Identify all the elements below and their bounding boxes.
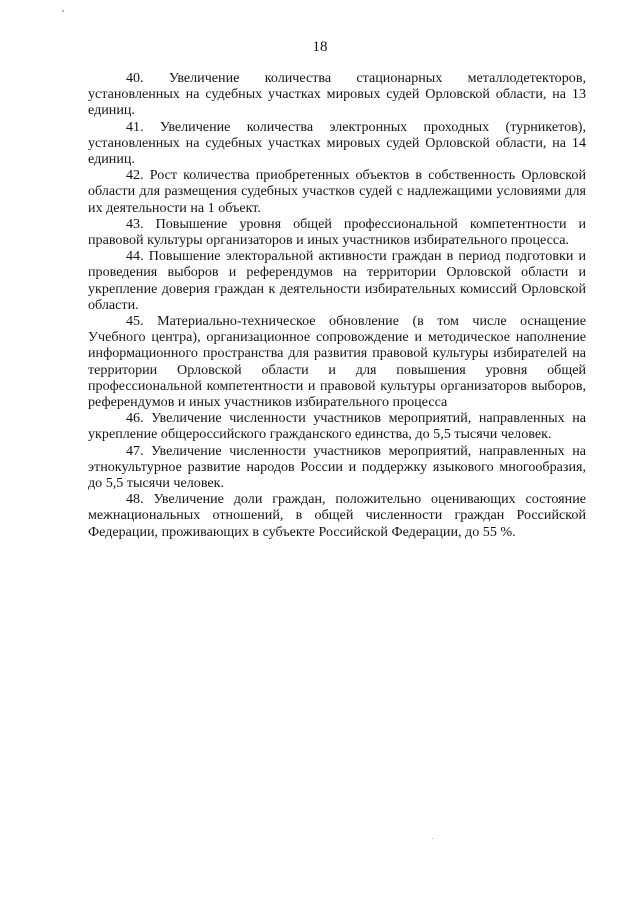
list-item-44: 44. Повышение электоральной активности граждан в период подготовки и проведения выборов и референдумов на территории Орловской области и укрепление доверия граждан к деятельности избирательных комиссий Орловской области. [88,248,586,313]
list-item-42: 42. Рост количества приобретенных объектов в собственность Орловской области для размещения судебных участков судей с надлежащими условиями для их деятельности на 1 объект. [88,167,586,216]
list-item-43: 43. Повышение уровня общей профессиональной компетентности и правовой культуры организаторов и иных участников избирательного процесса. [88,215,586,249]
page-number: 18 [312,39,328,55]
scan-speck [62,10,64,12]
list-item-48: 48. Увеличение доли граждан, положительно оценивающих состояние межнациональных отношений, в общей численности граждан Российской Федерации, проживающих в субъекте Российской Федерации, до 55 %. [88,491,586,540]
list-item-41: 41. Увеличение количества электронных проходных (турникетов), установленных на судебных участках мировых судей Орловской области, на 14 единиц. [88,118,586,168]
list-item-47: 47. Увеличение численности участников мероприятий, направленных на этнокультурное развитие народов России и поддержку языкового многообразия, до 5,5 тысячи человек. [88,442,586,492]
scan-speck [432,838,433,839]
list-item-40: 40. Увеличение количества стационарных металлодетекторов, установленных на судебных участках мировых судей Орловской области, на 13 единиц. [88,70,586,119]
list-item-46: 46. Увеличение численности участников мероприятий, направленных на укрепление общероссийского гражданского единства, до 5,5 тысячи человек. [88,410,586,443]
list-item-45: 45. Материально-техническое обновление (в том числе оснащение Учебного центра), организационное сопровождение и методическое наполнение информационного пространства для развития правовой культуры избирателей на территории Орловской области и для повышения уровня общей профессиональной компетентности и правовой культуры организаторов выборов, референдумов и иных участников избирательного процесса [88,313,586,411]
document-body [88,70,586,540]
